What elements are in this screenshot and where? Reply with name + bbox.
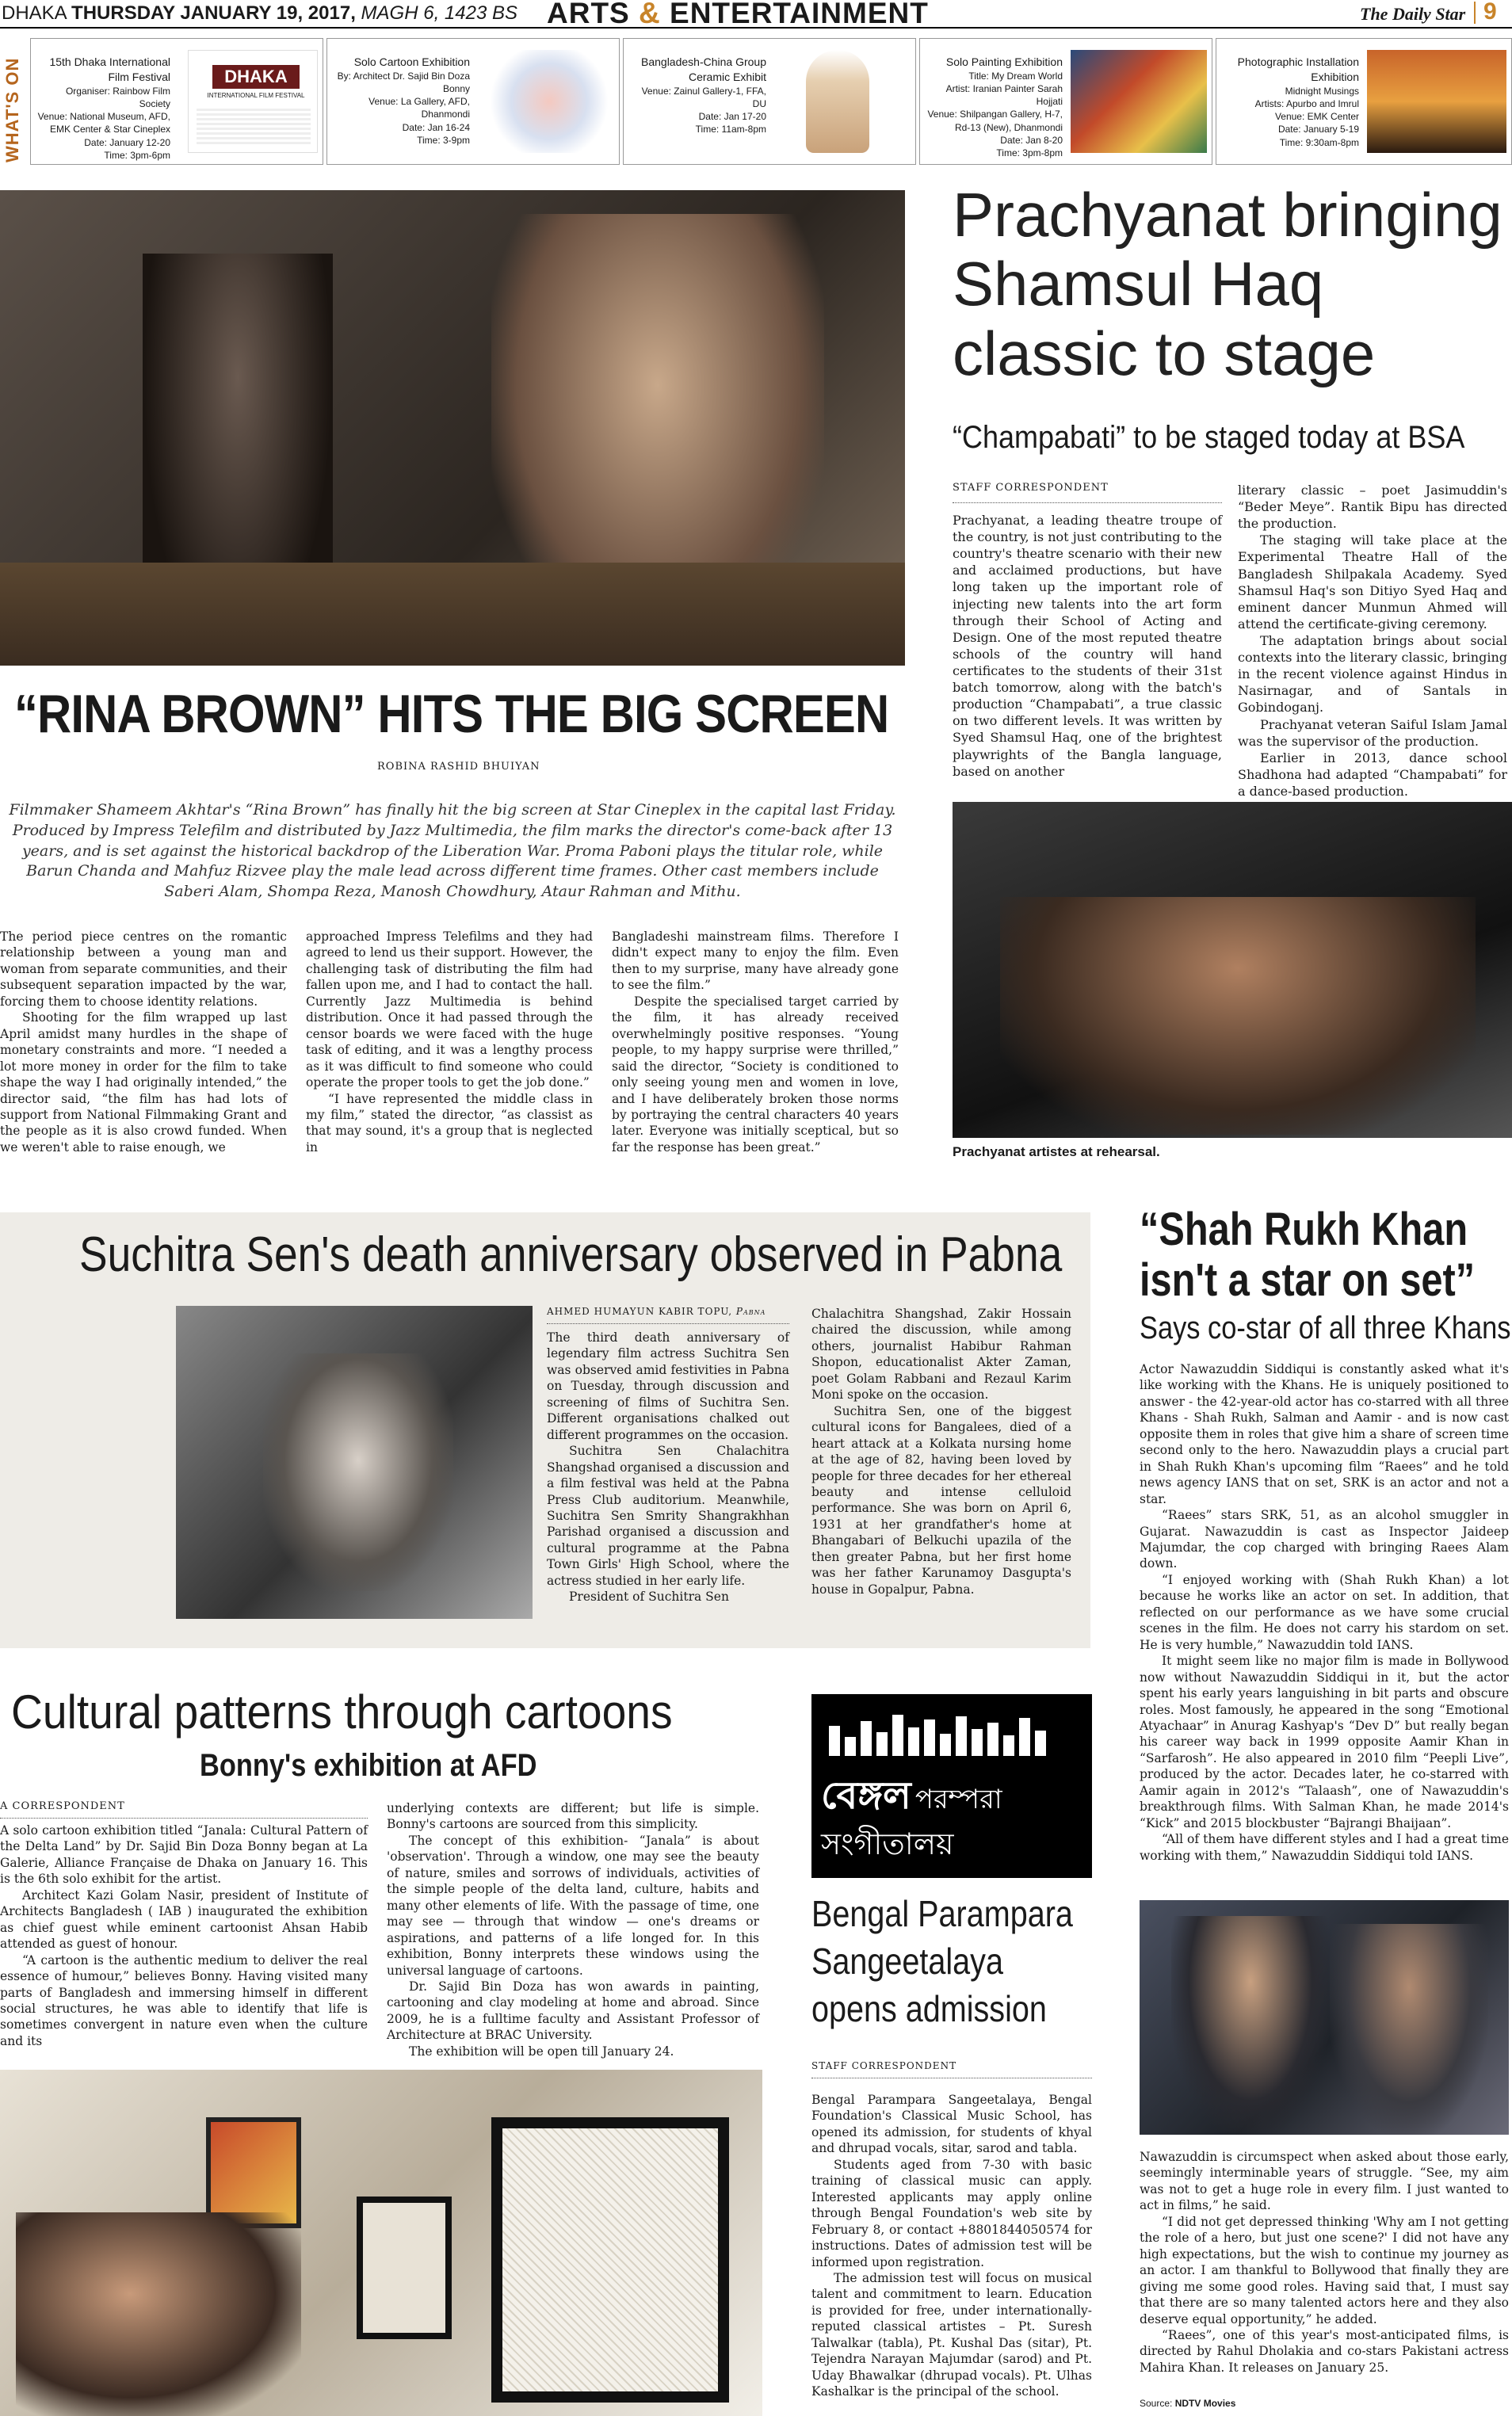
painting-image [1071,50,1207,153]
prachyanat-headline: Prachyanat bringing Shamsul Haq classic to stage [953,180,1502,388]
ceramic-image [806,50,869,153]
cartoons-column-1: A solo cartoon exhibition titled “Janala: Cultural Pattern of the Delta Land” by Dr. Sajid Bin Doza Bonny began at La Galerie, Alliance Française de Dhaka on January 16. This is the 6th solo exhibit for the artist. Architect Kazi Golam Nasir, president of Institute of Architects Bangladesh ( IAB ) inaugurated the exhibition as chief guest while eminent cartoonist Ahsan Habib attended as guest of honour. “A cartoon is the authentic medium to deliver the real essence of humour,” believes Bonny. Having visited many parts of Bangladesh and immersing himself in different social structures, he was able to identify that life is sometimes convergent in nature even when the culture and its [0,1823,368,2048]
event-title: 15th Dhaka International Film Festival [49,55,170,83]
suchitra-byline: AHMED HUMAYUN KABIR TOPU, Pabna [547,1306,766,1317]
suchitra-column-2: Chalachitra Shangshad, Zakir Hossain chaired the discussion, while among others, journalist Habibur Rahman Shopon, educationalist Akter Zaman, poet Golam Rabbani and Rezaul Karim Moni spoke on the occasion. Suchitra Sen, one of the biggest cultural icons for Bangalees, died of a heart attack at a Kolkata nursing home at the age of 82, having been loved by people for three decades for her ethereal beauty and intense celluloid performance. She was born on April 6, 1931 at her grandfather's home at Bhangabari of Belkuchi upazila of the then greater Pabna, but her first home was her father Karunamoy Dasgupta's house in Gopalpur, Pabna. [811,1307,1071,1597]
rina-byline: ROBINA RASHID BHUIYAN [377,761,540,773]
prachyanat-column-2: literary classic – poet Jasimuddin's “Beder Meye”. Rantik Bipu has directed the production. The staging will take place at the Experimental Theatre Hall of the Bangladesh Shilpakala Academy. Syed Shamsul Haq's son Ditiyo Syed Haq and eminent dancer Munmun Ahmed will attend the certificate-giving ceremony. The adaptation brings about social contexts into the literary classic, bringing in the recent violence against Hindus in Nasirnagar, and of Santals in Gobindoganj. Prachyanat veteran Saiful Islam Jamal was the supervisor of the production. Earlier in 2013, dance school Shadhona had adapted “Champabati” for a dance-based production. [1238,483,1508,799]
srk-subhead: Says co-star of all three Khans [1140,1311,1511,1345]
suchitra-column-1: The third death anniversary of legendary film actress Suchitra Sen was observed amid festivities in Pabna on Tuesday, through discussion and screening of films of Suchitra Sen. Different organisations chalked out different programmes on the occasion. Suchitra Sen Chalachitra Shangshad organised a discussion and a film festival was held at the Pabna Press Club auditorium. Meanwhile, Suchitra Sen Smrity Shangrakhhan Parishad organised a discussion and cultural programme at the Pabna Town Girls' High School, where the actress studied in her early life. President of Suchitra Sen [547,1330,789,1605]
srk-nawazuddin-photo [1140,1900,1509,2135]
srk-source: Source: NDTV Movies [1140,2398,1236,2409]
cartoons-column-2: underlying contexts are different; but life is simple. Bonny's cartoons are sourced from this simplicity. The concept of this exhibition- “Janala” is about 'observation'. Through a window, one may see the beauty of nature, smiles and sorrows of individuals, activities of the simple people of the delta land, culture, habits and many other elements of life. With the passage of time, one may see — through that window — one's dreams or aspirations, and patterns of a life longed for. In this exhibition, Bonny interprets these windows using the universal language of cartoons. Dr. Sajid Bin Doza has won awards in painting, cartooning and clay modeling at home and abroad. Since 2009, he is a fulltime faculty and Assistant Professor of Architecture at BRAC University. The exhibition will be open till January 24. [387,1801,759,2059]
section-ampersand: & [639,0,661,29]
bengal-byline: STAFF CORRESPONDENT [811,2060,957,2071]
bengal-column: Bengal Parampara Sangeetalaya, Bengal Foundation's Classical Music School, has opened its admission, for students of khyal and dhrupad vocals, sitar, sarod and tabla. Students aged from 7-30 with basic training of classical music can apply. Interested applicants may apply online through Bengal Foundation's web site by February 8, or contact +8801844050574 for instructions. Dates of admission test will be informed upon registration. The admission test will focus on musical talent and commitment to learn. Education is provided for free, under internationally-reputed classical artistes – Pt. Suresh Talwalkar (tabla), Pt. Kushal Das (sitar), Pt. Tejendra Narayan Majumdar (sarod) and Pt. Uday Bhawalkar (dhrupad vocals). Pt. Ulhas Kashalkar is the principal of the school. [811,2093,1092,2399]
rina-headline: “RINA BROWN” HITS THE BIG SCREEN [14,684,889,744]
whats-on-label: WHAT'S ON [2,57,22,162]
event-title: Bangladesh-China Group Ceramic Exhibit [641,55,766,83]
event-card[interactable]: Solo Painting Exhibition Title: My Dream World Artist: Iranian Painter Sarah Hojjati Venue: Shilpangan Gallery, H-7, Rd-13 (New), Dhanmondi Date: Jan 8-20 Time: 3pm-8pm [919,38,1212,165]
photo-installation-image [1367,50,1506,153]
page-header [0,0,1512,29]
srk-headline: “Shah Rukh Khan isn't a star on set” [1140,1204,1476,1306]
page-number: 9 [1483,0,1497,25]
prachyanat-subhead: “Champabati” to be staged today at BSA [953,420,1465,455]
cartoons-subhead: Bonny's exhibition at AFD [200,1748,537,1783]
prachyanat-caption: Prachyanat artistes at rehearsal. [953,1144,1160,1159]
whats-on-strip [0,35,1512,170]
event-title: Solo Painting Exhibition [945,55,1063,68]
film-festival-poster: DHAKA INTERNATIONAL FILM FESTIVAL [188,50,318,153]
event-title: Solo Cartoon Exhibition [353,55,470,68]
event-card[interactable]: 15th Dhaka International Film Festival Organiser: Rainbow Film Society Venue: National Museum, AFD, EMK Center & Star Cineplex Date: January 12-20 Time: 3pm-6pm DHAKA INTERNATIONAL FILM FESTIVAL [30,38,323,165]
bengal-parampara-logo: বেঙ্গল পরম্পরা সংগীতালয় [811,1694,1092,1878]
cartoons-headline: Cultural patterns through cartoons [11,1685,673,1739]
suchitra-headline: Suchitra Sen's death anniversary observed in Pabna [79,1227,1063,1282]
rina-intro: Filmmaker Shameem Akhtar's “Rina Brown” has finally hit the big screen at Star Cineplex in the capital last Friday. Produced by Impress Telefilm and distributed by Jazz Multimedia, the film marks the director's come-back after 13 years, and is set against the historical backdrop of the Liberation War. Proma Paboni plays the titular role, while Barun Chanda and Mahfuz Rizvee play the male lead across different time frames. Other cast members include Saberi Alam, Shompa Reza, Manosh Chowdhury, Ataur Rahman and Mithu. [9,801,896,901]
cartoon-image [483,50,616,153]
cartoons-byline: A CORRESPONDENT [0,1800,125,1812]
event-card[interactable]: Solo Cartoon Exhibition By: Architect Dr. Sajid Bin Doza Bonny Venue: La Gallery, AFD, Dhanmondi Date: Jan 16-24 Time: 3-9pm [326,38,620,165]
event-title: Photographic Installation Exhibition [1237,55,1359,83]
rina-column-3: Bangladeshi mainstream films. Therefore I didn't expect many to enjoy the film. Even then to my surprise, many have already gone to see the film.” Despite the specialised target carried by the film, it has already received overwhelmingly positive responses. “Young people, to my happy surprise were thrilled,” said the director, “Society is conditioned to only seeing young men and women in love, and I have deliberately broken those norms by portraying the central characters 40 years later. Everyone was initially sceptical, but so far the response has been great.” [612,929,899,1155]
srk-column-2: Nawazuddin is circumspect when asked about those early, seemingly interminable years of struggle. “See, my aim was not to get a huge role in every film. I just wanted to act in films,” he said. “I did not get depressed thinking 'Why am I not getting the role of a hero, but just one scene?' I did not have any high expectations, but the wish to continue my journey as an actor. I am thankful to Bollywood that finally they are giving me some good roles. Having said that, I must say that there are so many talented actors here and they also deserve equal opportunity,” he added. “Raees”, one of this year's most-anticipated films, is directed by Rahul Dholakia and co-stars Pakistani actress Mahira Khan. It releases on January 25. [1140,2150,1509,2375]
prachyanat-rehearsal-photo [953,802,1512,1138]
prachyanat-byline: STAFF CORRESPONDENT [953,482,1109,494]
suchitra-portrait-photo [176,1306,533,1619]
bengal-headline: Bengal Parampara Sangeetalaya opens admission [811,1893,1073,2029]
header-bangla-date: MAGH 6, 1423 BS [361,2,517,24]
header-dateline [2,2,517,25]
rina-brown-still-photo [0,190,905,666]
event-card[interactable]: Bangladesh-China Group Ceramic Exhibit Venue: Zainul Gallery-1, FFA, DU Date: Jan 17-20 Time: 11am-8pm [623,38,916,165]
prachyanat-column-1: Prachyanat, a leading theatre troupe of the country, is not just contributing to the country's theatre scenario with their new and acclaimed productions, but have long taken up the important role of injecting new talents into the art form through their School of Acting and Design. One of the most reputed theatre schools of the country will hand certificates to the students of their 31st batch tomorrow, along with the batch's production “Champabati”, a true classic on two different levels. It was written by Syed Shamsul Haq, one of the brightest playwrights of the Bangla language, based on another [953,513,1222,779]
rina-column-2: approached Impress Telefilms and they had agreed to lend us their support. However, the challenging task of distributing the film had fallen upon me, and I had to contact the hall. Currently Jazz Multimedia is behind distribution. Once it had passed through the censor boards we were faced with the huge task of editing, and it was a lengthy process as it was difficult to find someone who could operate the proper tools to get the job done.” “I have represented the middle class in my film,” stated the director, “as classist as that may sound, it's a group that is neglected in [306,929,593,1155]
whats-on-label-box [0,38,25,165]
event-card[interactable]: Photographic Installation Exhibition Midnight Musings Artists: Apurbo and Imrul Venue: EMK Center Date: January 5-19 Time: 9:30am-8pm [1216,38,1512,165]
srk-column-1: Actor Nawazuddin Siddiqui is constantly asked what it's like working with the Khans. He is uniquely positioned to answer - the 42-year-old actor has co-starred with all three Khans - Shah Rukh, Salman and Aamir - and is now cast opposite them in roles that give him a share of screen time second only to the hero. Nawazuddin plays a crucial part in Shah Rukh Khan's upcoming film “Raees” and he told news agency IANS that on set, SRK is an actor and not a star. “Raees” stars SRK, 51, as an alcohol smuggler in Gujarat. Nawazuddin is cast as Inspector Jaideep Majumdar, the cop charged with bringing Raees Alam down. “I enjoyed working with (Shah Rukh Khan) a lot because he works like an actor on set. In addition, that reflected on our performance as we have some crucial scenes in the film. He does not carry his stardom on set. He is very humble,” Nawazuddin told IANS. It might seem like no major film is made in Bollywood now without Nawazuddin Siddiqui in it, but the actor spent his early years languishing in bit parts and obscure roles. Most famously, he appeared in the song “Emotional Atyachaar” in Anurag Kashyap's “Dev D” but really began his career way back in 1999 opposite Aamir Khan in “Sarfarosh”. He also appeared in 2010 film “Peepli Live”, produced by the actor. Decades later, he co-starred with Aamir again in 2012's “Talaash”, one of Nawazuddin's breakthrough films. With Salman Khan, he made 2014's “Kick” and 2015 blockbuster “Bajrangi Bhaijaan”. “All of them have different styles and I had a great time working with them,” Nawazuddin Siddiqui told IANS. [1140,1362,1509,1863]
cartoon-exhibition-photo [0,2070,762,2416]
section-title: ARTS & ENTERTAINMENT [547,0,929,30]
masthead-logo: The Daily Star [1360,4,1466,24]
header-date: THURSDAY JANUARY 19, 2017, [71,2,356,24]
header-city: DHAKA [2,2,67,24]
rina-column-1: The period piece centres on the romantic relationship between a young man and woman from separate communities, and their subsequent separation impacted by the war, forcing them to choose identity relations. Shooting for the film wrapped up last April amidst many hurdles in the shape of monetary constraints and more. “I needed a lot more money in order for the film to take shape the way I had originally intended,” the director said, “the film has had lots of support from National Filmmaking Grant and the people as it is also crowd funded. When we weren't able to raise enough, we [0,929,287,1155]
